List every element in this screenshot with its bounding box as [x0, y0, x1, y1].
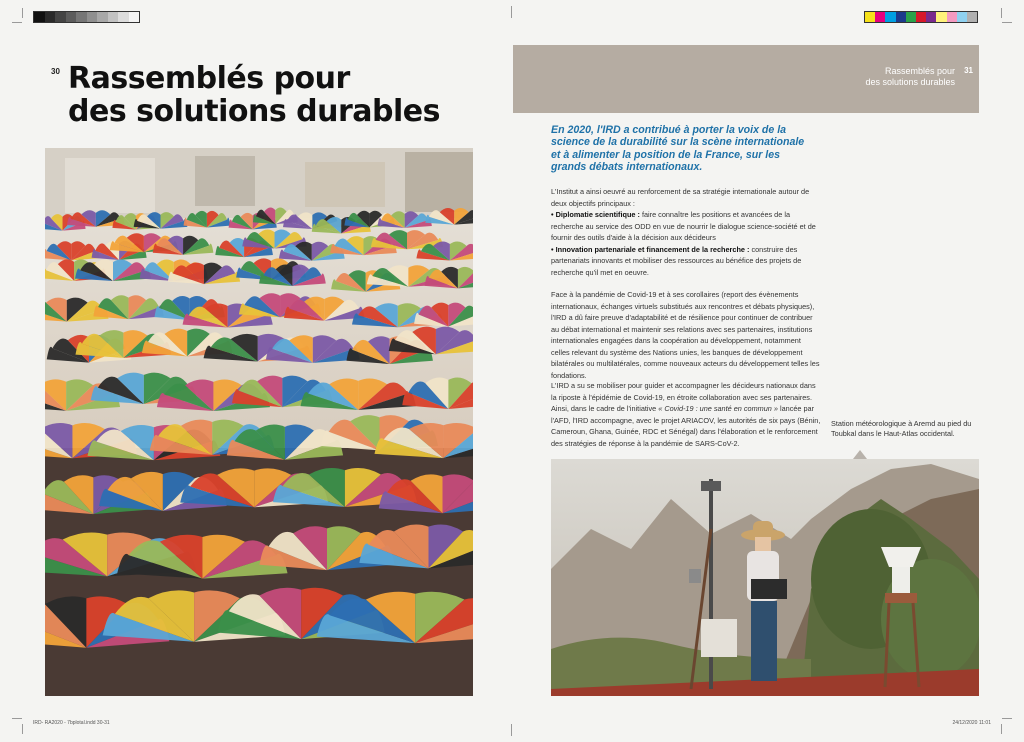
photo-caption: Station météorologique à Aremd au pied du Toubkal dans le Haut-Atlas occidental.	[831, 419, 972, 438]
crop-mark	[511, 724, 512, 736]
grey-swatch	[66, 12, 77, 22]
p3-start: L'IRD a su se mobiliser pour guider et accompagner les décideurs nationaux dans la riposte à l'épidémie de Covid-19, en étroite collaboration avec ses partenaires. Ainsi, dans le cadre de l'initiative	[551, 381, 816, 413]
p3-end: lancée par l'AFD, l'IRD accompagne, avec le projet ARIACOV, les autorités de six pays (Bénin, Cameroun, Ghana, Guinée, RDC et Sénégal) dans l'élaboration et le renforcement des stratégies de réponse à la pandémie de SARS-CoV-2.	[551, 404, 821, 448]
crop-mark	[12, 22, 22, 23]
running-header-line-2: des solutions durables	[865, 77, 955, 87]
lead-paragraph: En 2020, l'IRD a contribué à porter la voix de la science de la durabilité sur la scène internationale et à alimenter la position de la France, sur les grands débats internationaux.	[551, 124, 805, 174]
grayscale-calibration-bar	[33, 11, 140, 23]
color-swatch	[865, 12, 875, 22]
title-line-2: des solutions durables	[68, 94, 440, 129]
crop-mark	[22, 724, 23, 734]
crop-mark	[1002, 22, 1012, 23]
p3-italic: « Covid-19 : une santé en commun »	[658, 404, 778, 413]
grey-swatch	[34, 12, 45, 22]
body-paragraph-2: Face à la pandémie de Covid-19 et à ses corollaires (report des évènements internationaux, échanges virtuels substitués aux rencontres et débats physiques), l'IRD a dû faire preuve d'adaptabilité et de résilience pour continuer de contribuer au débat international et maintenir ses relations avec ses partenaires, institutions internationales engagées dans la coopération au développement, notamment celles relevant du système des Nations unies, les banques de développement bilatérales ou multilatérales, comme nouveaux acteurs du développement telles les fondations.	[551, 290, 820, 380]
body-paragraph-1	[551, 186, 821, 278]
grey-swatch	[55, 12, 66, 22]
crop-mark	[1001, 724, 1002, 734]
grey-swatch	[87, 12, 98, 22]
grey-swatch	[76, 12, 87, 22]
color-swatch	[957, 12, 967, 22]
color-swatch	[906, 12, 916, 22]
page-number-left: 30	[51, 67, 60, 76]
crop-mark	[1002, 718, 1012, 719]
p1-bullet-2-label: • Innovation partenariale et financement de la recherche :	[551, 244, 750, 254]
page-title	[68, 62, 468, 128]
color-swatch	[896, 12, 906, 22]
color-swatch	[936, 12, 946, 22]
crop-mark	[1001, 8, 1002, 18]
color-swatch	[885, 12, 895, 22]
footer-slug-right: 24/12/2020 11:01	[952, 720, 991, 726]
color-swatch	[916, 12, 926, 22]
grey-swatch	[129, 12, 140, 22]
p1-bullet-2-text: construire des partenariats innovants et mobiliser des ressources au bénéfice des projets de recherche qu'il met en oeuvre.	[551, 244, 802, 277]
title-line-1: Rassemblés pour	[68, 61, 350, 96]
footer-slug-left: IRD- RA2020 - 7bplotal.indd 30-31	[33, 720, 110, 726]
crop-mark	[12, 718, 22, 719]
p1-intro: L'Institut a ainsi oeuvré au renforcement de sa stratégie internationale autour de deux objectifs principaux :	[551, 187, 810, 208]
p1-bullet-1-label: • Diplomatie scientifique :	[551, 210, 640, 219]
crop-mark	[22, 8, 23, 18]
color-swatch	[947, 12, 957, 22]
grey-swatch	[45, 12, 56, 22]
color-calibration-bar	[864, 11, 978, 23]
running-header	[835, 66, 955, 88]
color-swatch	[875, 12, 885, 22]
crop-mark	[511, 6, 512, 18]
weather-station-photo	[551, 459, 979, 696]
grey-swatch	[118, 12, 129, 22]
page-number-right: 31	[964, 66, 973, 75]
color-swatch	[967, 12, 977, 22]
market-umbrellas-illustration	[45, 148, 473, 696]
grey-swatch	[97, 12, 108, 22]
running-header-band	[513, 45, 979, 113]
p1-bullet-1-text: faire connaître les positions et avancées de la recherche au service des ODD en vue de nourrir le dialogue science-société et de fournir des outils d'aide à la décision aux décideurs	[551, 210, 816, 242]
weather-station-illustration	[551, 459, 979, 696]
caption-pointer	[853, 450, 867, 459]
market-umbrellas-photo	[45, 148, 473, 696]
grey-swatch	[108, 12, 119, 22]
body-paragraph-3	[551, 380, 821, 449]
running-header-line-1: Rassemblés pour	[884, 66, 955, 76]
color-swatch	[926, 12, 936, 22]
